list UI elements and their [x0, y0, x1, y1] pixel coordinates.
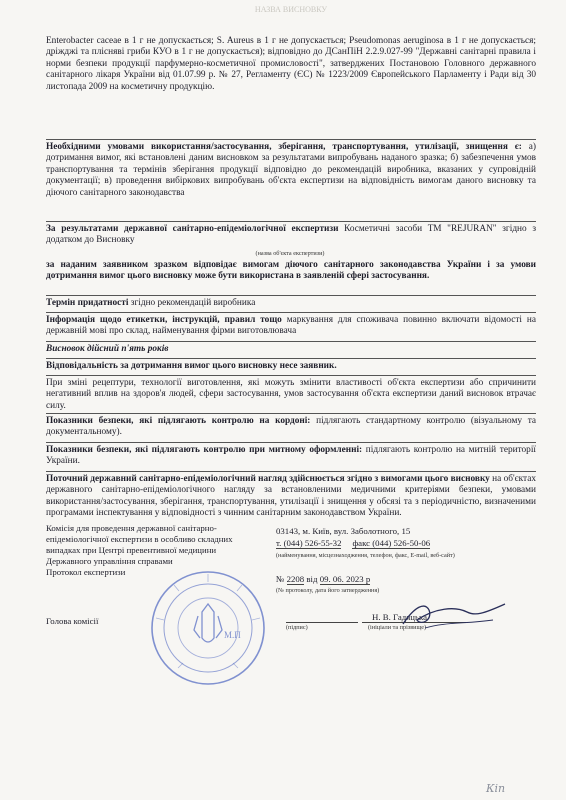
validity-term-lead: Термін придатності [46, 298, 129, 308]
microbiology-paragraph: Enterobacter caceae в 1 г не допускається; S. Aureus в 1 г не допускається; Pseudomonas aeruginosa в 1 г не допускається; дріжджі та плісняві гриби КУО в 1 г не допускається); відповідно до ДСанПіН 2.2.9.027-99 "Державні санітарні правила і норми безпеки продукції парфумерно-косметичної промисловості", затверджених Постановою Головного державного санітарного лікаря України від 01.07.99 р. № 27, Регламенту (ЄС) № 1223/2009 Європейського Парламенту і Ради від 30 листопада 2009 на косметичну продукцію. [46, 36, 536, 92]
conditions-lead: Необхідними умовами використання/застосування, зберігання, транспортування, утилізації, знищення є: [46, 142, 522, 152]
conditions-paragraph [46, 142, 536, 199]
divider [46, 341, 536, 342]
conditions-body: а) дотримання вимог, які встановлені даним висновком за результатами випробувань наданого зразка; б) забезпечення умов транспортування та термінів зберігання продукції відповідно до рекомендацій виробника, вказаних у супровідній документації; в) проведення вибіркових випробувань об'єкта експертизи на відповідність вимогам даного висновку та діючого санітарного законодавства [46, 142, 537, 198]
signature-line [286, 622, 358, 623]
results-conclusion: за наданим заявником зразком відповідає вимогам діючого санітарного законодавства України і за умови дотримання вимог цього висновку може бути використана в заявленій сфері застосування. [46, 260, 536, 282]
border-control [46, 416, 536, 439]
label-info-body: маркування для споживача повинно включати відомості на державній мові про склад, найменування фірми виготовлювача [46, 315, 537, 337]
border-control-body: підлягають стандартному контролю (візуальному та документальному). [46, 416, 536, 438]
responsibility: Відповідальність за дотримання вимог цього висновку несе заявник. [46, 361, 337, 371]
protocol-caption: (№ протоколу, дата його затвердження) [276, 587, 380, 594]
address: 03143, м. Київ, вул. Заболотного, 15 [276, 526, 411, 536]
address-caption: (найменування, місцезнаходження, телефон, факс, E-mail, веб-сайт) [276, 552, 455, 559]
customs-control [46, 445, 536, 468]
label-info [46, 315, 536, 338]
commission-line: Протокол експертизи [46, 567, 126, 577]
sign-caption: (підпис) [286, 624, 308, 631]
faded-header: НАЗВА ВИСНОВКУ [254, 5, 328, 14]
divider [46, 413, 536, 414]
stamp-mp-label: М.П [224, 630, 241, 640]
divider [46, 358, 536, 359]
results-lead: За результатами державної санітарно-епідеміологічної експертизи [46, 224, 339, 234]
results-object: Косметичні засоби ТМ "REJURAN" згідно з додатком до Висновку [46, 224, 536, 246]
initials-caption: (ініціали та прізвище) [368, 624, 427, 631]
divider [46, 442, 536, 443]
head-label: Голова комісії [46, 616, 99, 626]
divider [46, 375, 536, 376]
protocol-date: 09. 06. 2023 р [319, 574, 371, 584]
changes-paragraph: При зміні рецептури, технології виготовлення, які можуть змінити властивості об'єкта експертизи або спричинити негативний вплив на здоров'я людей, сфери застосування, умов застосування об'єкта експертизи даний висновок втрачає силу. [46, 378, 536, 411]
official-stamp-seal [148, 568, 268, 688]
protocol-number [276, 574, 370, 585]
protocol-number-value: 2208 [286, 574, 305, 584]
divider [46, 312, 536, 313]
customs-lead: Показники безпеки, які підлягають контролю при митному оформленні: [46, 445, 363, 455]
label-info-lead: Інформація щодо етикетки, інструкцій, правил тощо [46, 315, 282, 325]
supervision-body: на об'єктах державного санітарно-епідеміологічного нагляду за встановленими медичними критеріями безпеки, умовами використання/застосування, зберігання, транспортування, утилізації і знищення у обсязі та з періодичністю, визначеними програмами інспектування у відповідності з чинним санітарним законодавством України. [46, 474, 536, 519]
divider [46, 221, 536, 222]
object-caption: (назва об'єкта експертизи) [255, 250, 325, 257]
phone-fax [276, 538, 430, 549]
protocol-from: від [306, 574, 318, 584]
divider [46, 295, 536, 296]
fax: факс (044) 526-50-06 [352, 538, 431, 548]
protocol-prefix: № [276, 574, 285, 584]
customs-body: підлягають контролю на митній території України. [46, 445, 536, 467]
supervision-lead: Поточний державний санітарно-епідеміологічний нагляд здійснюється згідно з вимогами цього висновку [46, 474, 490, 484]
handwritten-note [480, 777, 540, 797]
validity-statement: Висновок дійсний п'ять років [46, 344, 169, 354]
validity-term [46, 298, 536, 309]
results-paragraph [46, 224, 536, 247]
commission-line: Комісія для проведення державної санітарно- [46, 523, 217, 533]
svg-text:Кіп: Кіп [486, 782, 506, 795]
validity-term-body: згідно рекомендацій виробника [128, 298, 256, 308]
phone: т. (044) 526-55-32 [276, 538, 342, 548]
handwritten-signature [395, 598, 515, 632]
signatory-name: Н. В. Гадяцька [372, 612, 428, 622]
commission-line: випадках при Центрі превентивної медицини [46, 545, 217, 555]
divider [46, 139, 536, 140]
supervision [46, 474, 536, 520]
commission-line: Державного управління справами [46, 556, 173, 566]
commission-line: епідеміологічної експертизи в особливо складних [46, 534, 233, 544]
border-control-lead: Показники безпеки, які підлягають контролю на кордоні: [46, 416, 311, 426]
divider [46, 471, 536, 472]
